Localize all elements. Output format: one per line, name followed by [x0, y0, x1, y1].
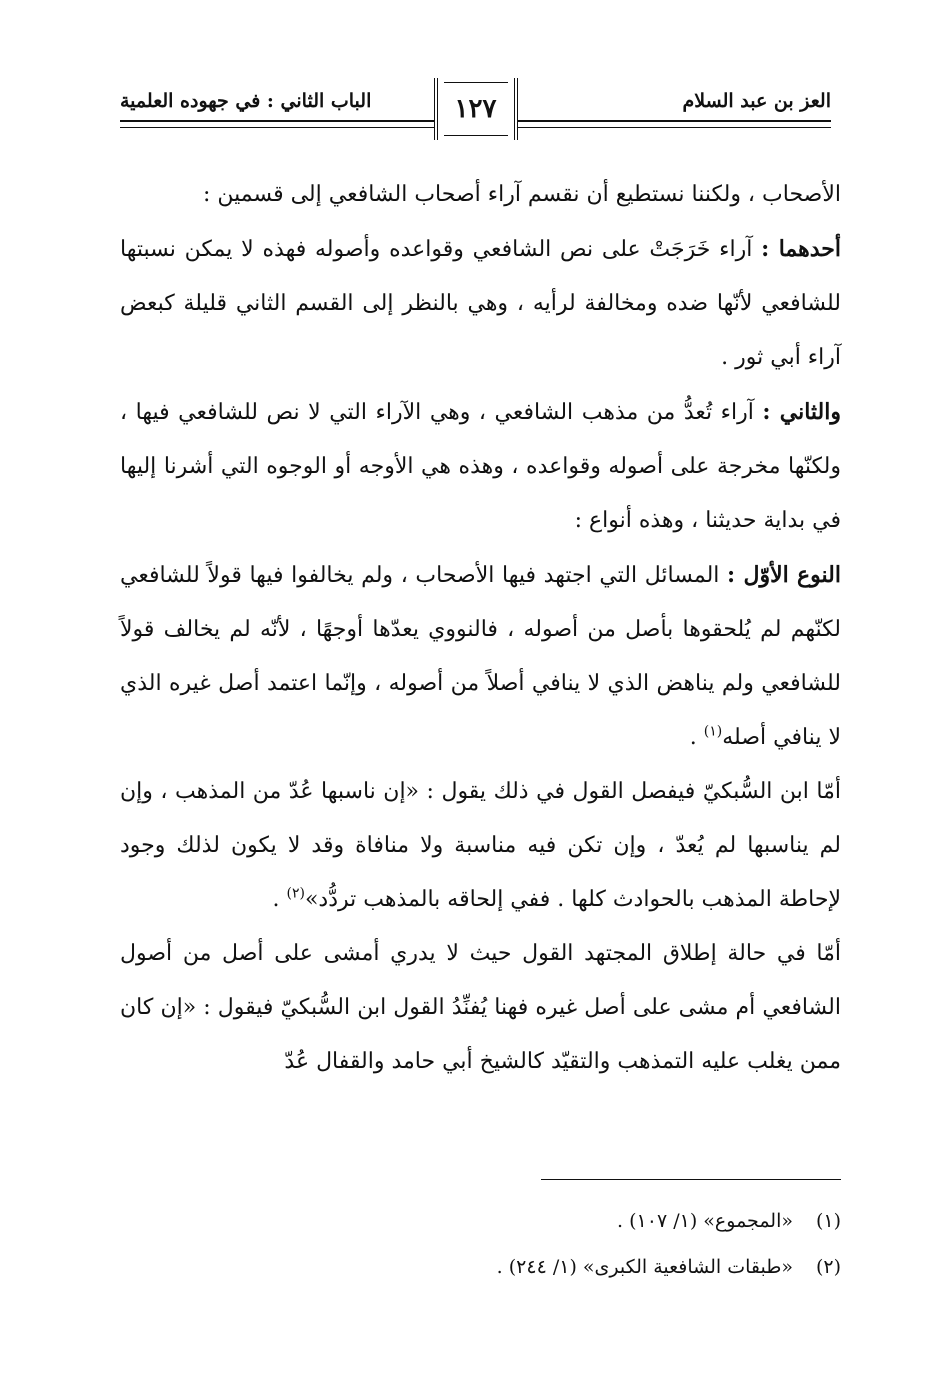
body-text — [120, 168, 841, 1089]
running-title-right: العز بن عبد السلام — [682, 90, 831, 112]
footnote-text: «المجموع» (١/ ١٠٧) . — [617, 1210, 793, 1232]
footnote-reference[interactable]: (١) — [703, 723, 723, 740]
paragraph-tail: . — [689, 725, 704, 750]
paragraph-lead: أحدهما : — [761, 236, 841, 262]
paragraph-lead: والثاني : — [762, 399, 841, 425]
paragraph-4 — [120, 548, 841, 765]
paragraph-text: آراء تُعدُّ من مذهب الشافعي ، وهي الآراء التي لا نص للشافعي فيها ، ولكنّها مخرجة على أصوله وقواعده ، وهذه هي الأوجه أو الوجوه التي أشرنا إليها في بداية حديثنا ، وهذه أنواع : — [120, 400, 841, 533]
paragraph-text: أمّا في حالة إطلاق المجتهد القول حيث لا يدري أمشى على أصل من أصول الشافعي أم مشى على أصل غيره فهنا يُفنِّدُ القول ابن السُّبكيّ فيقول : «إن كان ممن يغلب عليه التمذهب والتقيّد كالشيخ أبي حامد والقفال عُدّ — [120, 941, 841, 1074]
paragraph-3 — [120, 385, 841, 548]
page-number: ١٢٧ — [454, 94, 497, 124]
paragraph-2 — [120, 222, 841, 385]
paragraph-tail: . — [272, 887, 287, 912]
footnote-reference[interactable]: (٢) — [286, 885, 305, 902]
footnote-1 — [120, 1198, 841, 1244]
running-title-left: الباب الثاني : في جهوده العلمية — [120, 90, 372, 112]
paragraph-text: أمّا ابن السُّبكيّ فيفصل القول في ذلك يقول : «إن ناسبها عُدّ من المذهب ، وإن لم يناسبها لم يُعدّ ، وإن تكن فيه مناسبة ولا منافاة وقد لا يكون لذلك وجود لإحاطة المذهب بالحوادث كلها . ففي إلحاقه بالمذهب تردُّد» — [120, 779, 841, 912]
paragraph-1 — [120, 168, 841, 222]
footnote-number: (١) — [815, 1210, 841, 1232]
footnote-separator — [541, 1179, 841, 1180]
paragraph-6 — [120, 927, 841, 1089]
footnote-number: (٢) — [815, 1256, 841, 1278]
footnote-2 — [120, 1244, 841, 1290]
footnote-text: «طبقات الشافعية الكبرى» (١/ ٢٤٤) . — [496, 1256, 793, 1278]
footnotes — [120, 1198, 841, 1290]
paragraph-text: آراء خَرَجَتْ على نص الشافعي وقواعده وأصوله فهذه لا يمكن نسبتها للشافعي لأنّها ضده ومخالفة لرأيه ، وهي بالنظر إلى القسم الثاني قليلة كبعض آراء أبي ثور . — [120, 237, 841, 370]
paragraph-text: المسائل التي اجتهد فيها الأصحاب ، ولم يخالفوا فيها قولاً للشافعي لكنّهم لم يُلحقوها بأصل من أصوله ، فالنووي يعدّها أوجهًا ، لأنّه لم يخالف قولاً للشافعي ولم يناهض الذي لا ينافي أصلاً من أصوله ، وإنّما اعتمد أصل غيره الذي لا ينافي أصله — [120, 563, 841, 750]
paragraph-text: الأصحاب ، ولكننا نستطيع أن نقسم آراء أصحاب الشافعي إلى قسمين : — [202, 182, 841, 207]
page-header — [120, 78, 831, 148]
paragraph-lead: النوع الأوّل : — [727, 562, 841, 588]
paragraph-5 — [120, 765, 841, 927]
page-number-box — [434, 78, 518, 140]
